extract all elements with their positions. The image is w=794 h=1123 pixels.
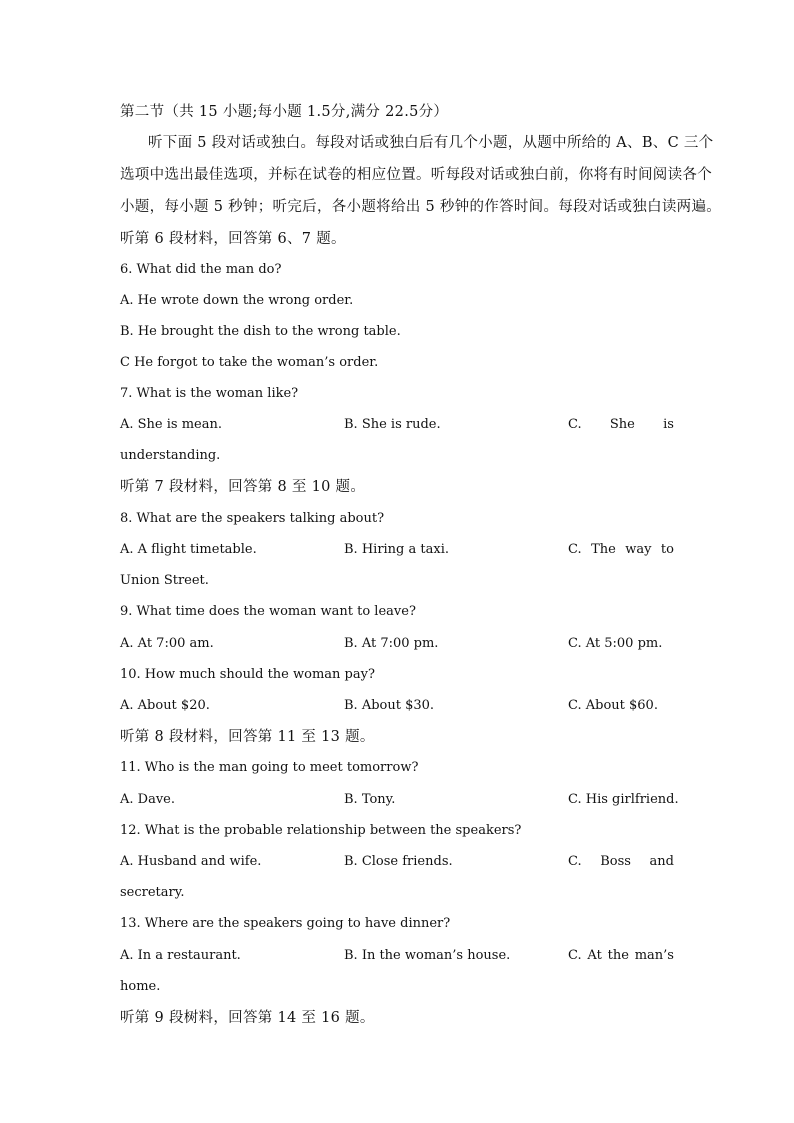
option-a: A. Husband and wife. (120, 854, 262, 869)
option-c (568, 416, 674, 434)
option-c-word: to (660, 542, 674, 557)
option-a: A. He wrote down the wrong order. (120, 293, 354, 308)
option-c-wrap: secretary. (120, 885, 185, 900)
question-stem: 7. What is the woman like? (120, 386, 299, 401)
option-a: A. A flight timetable. (120, 542, 257, 557)
option-b: B. Hiring a taxi. (344, 542, 449, 557)
option-c-word: man’s (634, 948, 674, 963)
option-c-word: C. (568, 417, 582, 432)
option-c-word: Boss (600, 854, 631, 869)
question-stem: 12. What is the probable relationship between the speakers? (120, 823, 522, 838)
question-stem: 9. What time does the woman want to leave? (120, 604, 416, 619)
group-label: 听第 8 段材料，回答第 11 至 13 题。 (120, 729, 375, 745)
question-stem: 10. How much should the woman pay? (120, 667, 375, 682)
option-c-word: way (625, 542, 652, 557)
option-c-word: C. (568, 542, 582, 557)
group-label: 听第 6 段材料，回答第 6、7 题。 (120, 231, 346, 247)
option-a: A. She is mean. (120, 417, 222, 432)
option-c: C. His girlfriend. (568, 792, 679, 807)
instruction-line: 听下面 5 段对话或独白。每段对话或独白后有几个小题，从题中所给的 A、B、C 三个 (148, 135, 714, 151)
option-c-wrap: home. (120, 979, 161, 994)
option-c-wrap: Union Street. (120, 573, 209, 588)
option-b: B. Close friends. (344, 854, 453, 869)
option-b: B. About $30. (344, 698, 435, 713)
group-label: 听第 7 段材料，回答第 8 至 10 题。 (120, 479, 366, 495)
option-b: B. She is rude. (344, 417, 441, 432)
option-c-word: and (649, 854, 674, 869)
option-c-word: She (609, 417, 635, 432)
option-c: C. At 5:00 pm. (568, 636, 663, 651)
option-c-word: is (663, 417, 674, 432)
option-c-word: C. (568, 948, 582, 963)
option-c-word: The (591, 542, 616, 557)
option-b: B. At 7:00 pm. (344, 636, 439, 651)
option-a: A. In a restaurant. (120, 948, 241, 963)
option-c (568, 947, 674, 965)
question-stem: 6. What did the man do? (120, 262, 282, 277)
option-b: B. In the woman’s house. (344, 948, 511, 963)
instruction-line: 选项中选出最佳选项，并标在试卷的相应位置。听每段对话或独白前，你将有时间阅读各个 (120, 167, 712, 183)
option-c: C. About $60. (568, 698, 658, 713)
option-c-word: the (607, 948, 629, 963)
option-c-wrap: understanding. (120, 448, 221, 463)
option-a: A. Dave. (120, 792, 175, 807)
option-c (568, 853, 674, 871)
option-a: A. About $20. (120, 698, 210, 713)
option-c-word: At (587, 948, 602, 963)
option-c: C He forgot to take the woman’s order. (120, 355, 379, 370)
question-stem: 8. What are the speakers talking about? (120, 511, 385, 526)
option-c-word: C. (568, 854, 582, 869)
option-b: B. Tony. (344, 792, 396, 807)
option-a: A. At 7:00 am. (120, 636, 214, 651)
section-header: 第二节（共 15 小题;每小题 1.5分,满分 22.5分） (120, 104, 449, 120)
question-stem: 11. Who is the man going to meet tomorrow? (120, 760, 419, 775)
question-stem: 13. Where are the speakers going to have dinner? (120, 916, 451, 931)
option-b: B. He brought the dish to the wrong table. (120, 324, 401, 339)
instruction-line: 小题，每小题 5 秒钟；听完后，各小题将给出 5 秒钟的作答时间。每段对话或独白读两遍。 (120, 199, 722, 215)
group-label: 听第 9 段树料，回答第 14 至 16 题。 (120, 1010, 375, 1026)
option-c (568, 541, 674, 559)
